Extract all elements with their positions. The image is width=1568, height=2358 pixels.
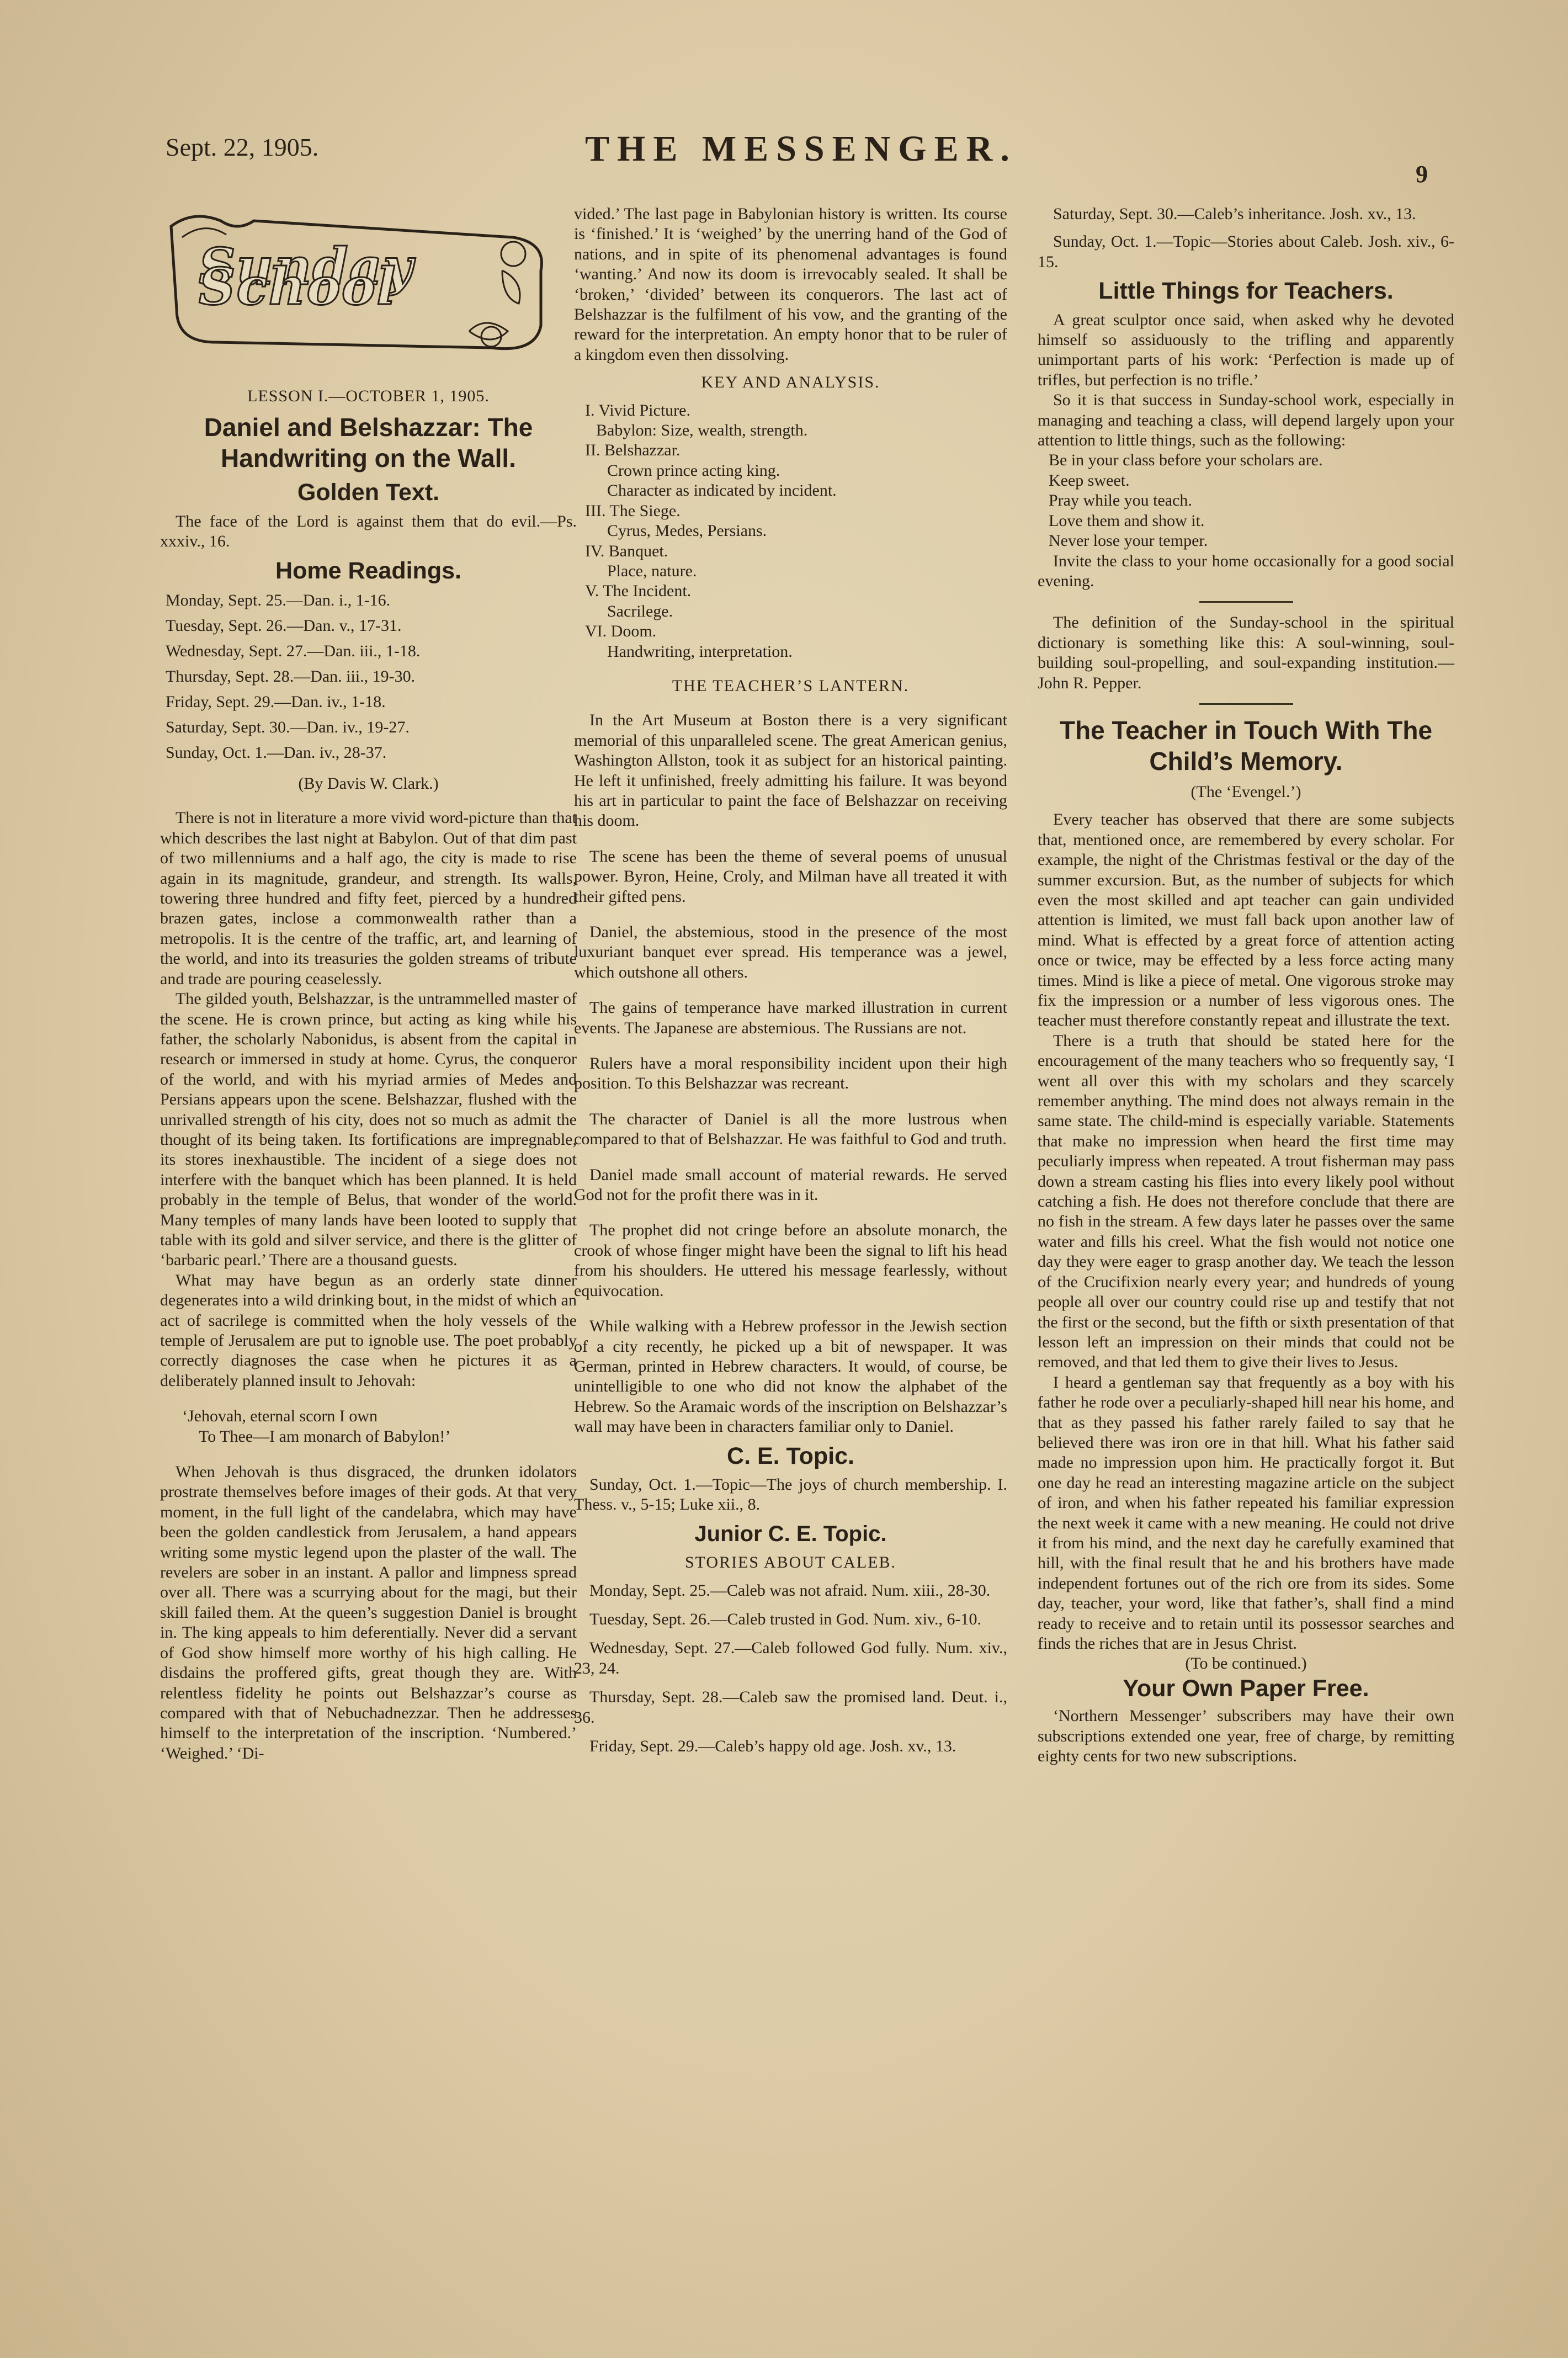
column-3 [1038, 204, 1454, 1766]
paragraph: Daniel made small account of material rewards. He served God not for the profit there was in it. [574, 1165, 1007, 1204]
paragraph: The character of Daniel is all the more lustrous when compared to that of Belshazzar. He was faithful to God and truth. [574, 1109, 1007, 1149]
continued-note: (To be continued.) [1185, 1654, 1307, 1673]
paragraph: A great sculptor once said, when asked why he devoted himself so assiduously to the trifling and apparently unimportant parts of his work: ‘Perfection is made up of trifles, but perfection is no trifle.’ [1038, 310, 1454, 389]
banner-text: Sunday School [199, 237, 414, 317]
teachers-lantern-heading: THE TEACHER’S LANTERN. [672, 676, 910, 695]
golden-text: The face of the Lord is against them that do evil.—Ps. xxxiv., 16. [160, 512, 577, 551]
paragraph: Every teacher has observed that there are some subjects that, mentioned once, are remembered by every scholar. For example, the night of the Christmas festival or the day of the summer excursion. But, as the number of subjects for which even the most skilled and apt teacher can gain undivided attention is limited, we must fall back upon another law of mind. What is effected by a great force of attention acting once or twice, may be effected by a less force acting many times. Mind is like a piece of metal. One vigorous stroke may fix the impression or a number of less vigorous ones. The teacher must therefore constantly repeat and illustrate the text. [1038, 810, 1454, 1030]
paragraph: vided.’ The last page in Babylonian history is written. Its course is ‘finished.’ It is ‘weighed’ by the unerring hand of the God of nations, and in spite of its phenomenal advantages is found ‘wanting.’ And now its doom is irrevocably sealed. It shall be ‘broken,’ ‘divided’ between its conquerors. The last act of Belshazzar is the fulfilment of his vow, and the granting of the reward for the interpretation. An empty honor that to be ruler of a kingdom even then dissolving. [574, 205, 1007, 364]
outline-item: Babylon: Size, wealth, strength. [596, 421, 808, 440]
stories-about-caleb-heading: STORIES ABOUT CALEB. [684, 1553, 897, 1572]
tip-item: Love them and show it. [1049, 511, 1205, 530]
tip-item: Keep sweet. [1049, 471, 1130, 490]
caleb-reading: Wednesday, Sept. 27.—Caleb followed God fully. Num. xiv., 23, 24. [574, 1639, 1007, 1677]
outline-item: Sacrilege. [607, 602, 673, 620]
paragraph: Rulers have a moral responsibility incident upon their high position. To this Belshazzar was recreant. [574, 1054, 1007, 1093]
paragraph: The scene has been the theme of several poems of unusual power. Byron, Heine, Croly, and Milman have all treated it with their gifted pens. [574, 847, 1007, 906]
little-things-heading: Little Things for Teachers. [1098, 278, 1394, 305]
paragraph: What may have begun as an orderly state dinner degenerates into a wild drinking bout, in the midst of which an act of sacrilege is committed when the holy vessels of the temple of Jerusalem are put to ignoble use. The poet probably correctly diagnoses the case when he pictures it as a deliberately planned insult to Jehovah: [160, 1271, 577, 1390]
reading-item: Wednesday, Sept. 27.—Dan. iii., 1-18. [166, 642, 421, 661]
source-credit: (The ‘Evengel.’) [1190, 782, 1301, 801]
section-divider [1199, 703, 1293, 705]
paragraph: There is not in literature a more vivid word-picture than that which describes the last night at Babylon. Out of that dim past of two millenniums and a half ago, the city is made to rise again in its magnitude, grandeur, and strength. Its walls, towering three hundred and fifty feet, pierced by a hundred brazen gates, inclose a commonwealth rather than a metropolis. It is the centre of the traffic, art, and learning of the world, and into its treasuries the golden streams of tribute and trade are pouring ceaselessly. [160, 809, 577, 988]
paragraph: When Jehovah is thus disgraced, the drunken idolators prostrate themselves before images of their gods. At that very moment, in the full light of the candelabra, which may have been the golden candlestick from Jerusalem, a hand appears writing some mystic legend upon the plaster of the wall. The revelers are sober in an instant. A pallor and limpness spread over all. There was a scurrying about for the magi, but their skill failed them. At the queen’s suggestion Daniel is brought in. The king appeals to him deferentially. Never did a servant of God show himself more worthy of his high calling. He disdains the proffered gifts, great though they are. With relentless fidelity he points out Belshazzar’s course as compared with that of Nebuchadnezzar. Then he addresses himself to the interpretation of the inscription. ‘Numbered.’ ‘Weighed.’ ‘Di- [160, 1463, 577, 1762]
paragraph: So it is that success in Sunday-school work, especially in managing and teaching a class, will depend largely upon your attention to little things, such as the following: [1038, 391, 1454, 450]
caleb-reading: Monday, Sept. 25.—Caleb was not afraid. Num. xiii., 28-30. [589, 1581, 991, 1600]
reading-item: Monday, Sept. 25.—Dan. i., 1-16. [166, 591, 391, 610]
outline-item: Handwriting, interpretation. [607, 642, 793, 661]
paragraph: The gilded youth, Belshazzar, is the untrammelled master of the scene. He is crown prince, but acting as king while his father, the scholarly Nabonidus, is absent from the capital in research or immersed in study at home. Cyrus, the conqueror of the world, and with his myriad armies of Medes and Persians appears upon the scene. Belshazzar, flushed with the unrivalled strength of his city, does not so much as admit the thought of its being taken. Its fortifications are impregnable, its stores inexhaustible. The incident of a siege does not interfere with the banquet which has been planned. It is held probably in the temple of Belus, that wonder of the world. Many temples of many lands have been looted to supply that table with its gold and silver service, and there is the glitter of ‘barbaric pearl.’ There are a thousand guests. [160, 990, 577, 1270]
outline-item: Place, nature. [607, 561, 697, 580]
tip-item: Be in your class before your scholars are. [1049, 451, 1323, 470]
junior-ce-topic-heading: Junior C. E. Topic. [694, 1521, 887, 1546]
paragraph: Daniel, the abstemious, stood in the presence of the most luxuriant banquet ever spread. His temperance was a jewel, which outshone all others. [574, 923, 1007, 981]
reading-item: Tuesday, Sept. 26.—Dan. v., 17-31. [166, 617, 402, 635]
reading-item: Saturday, Sept. 30.—Dan. iv., 19-27. [166, 718, 410, 737]
column-1 [160, 204, 577, 1764]
your-own-paper-free-heading: Your Own Paper Free. [1123, 1675, 1369, 1702]
verse-line: To Thee—I am monarch of Babylon!’ [199, 1427, 451, 1446]
paragraph: The gains of temperance have marked illustration in current events. The Japanese are abstemious. The Russians are not. [574, 999, 1007, 1037]
tip-item: Pray while you teach. [1049, 491, 1192, 510]
byline: (By Davis W. Clark.) [298, 774, 439, 793]
caleb-reading: Tuesday, Sept. 26.—Caleb trusted in God. Num. xiv., 6-10. [589, 1610, 981, 1628]
teacher-in-touch-heading: The Teacher in Touch With The Child’s Memory. [1059, 715, 1433, 776]
outline-item: IV. Banquet. [585, 541, 668, 560]
paragraph: There is a truth that should be stated here for the encouragement of the many teachers who so frequently say, ‘I went all over this with my scholars and they scarcely remember anything. The mind does not always remain in the same state. The child-mind is especially variable. Statements that make no impression when heard the first time may peculiarly impress when repeated. A trout fisherman may pass down a stream casting his flies into every likely pool without catching a fish. He does not therefore conclude that there are no fish in the stream. A few days later he passes over the same water and fills his creel. What the fish would not notice one day they were eager to grasp another day. We teach the lesson of the Crucifixion nearly every year; and hundreds of young people all over our country could rise up and testify that not the first or the second, but the fifth or sixth presentation of that lesson left an impression on their minds that could not be removed, and that led them to give their lives to Jesus. [1038, 1031, 1454, 1372]
lesson-label: LESSON I.—OCTOBER 1, 1905. [247, 387, 490, 405]
section-divider [1199, 601, 1293, 603]
caleb-reading: Thursday, Sept. 28.—Caleb saw the promised land. Deut. i., 36. [574, 1688, 1007, 1727]
paragraph: The prophet did not cringe before an absolute monarch, the crook of whose finger might have been the signal to lift his head from his shoulders. He uttered his message fearlessly, without equivocation. [574, 1221, 1007, 1300]
outline-item: V. The Incident. [585, 582, 692, 601]
key-analysis-heading: KEY AND ANALYSIS. [701, 373, 880, 392]
outline-item: Crown prince acting king. [607, 461, 780, 480]
outline-item: II. Belshazzar. [585, 441, 681, 460]
paragraph: Invite the class to your home occasionally for a good social evening. [1038, 551, 1454, 590]
paragraph: While walking with a Hebrew professor in the Jewish section of a city recently, he picked up a bit of newspaper. It was German, printed in Hebrew characters. It would, of course, be unintelligible to one who did not know the alphabet of the Hebrew. So the Aramaic words of the inscription on Belshazzar’s wall may have been in characters familiar only to Daniel. [574, 1317, 1007, 1436]
verse-line: ‘Jehovah, eternal scorn I own [182, 1407, 378, 1426]
issue-date: Sept. 22, 1905. [166, 133, 319, 161]
outline-item: III. The Siege. [585, 501, 681, 520]
outline-item: I. Vivid Picture. [585, 401, 690, 419]
caleb-reading: Friday, Sept. 29.—Caleb’s happy old age. Josh. xv., 13. [589, 1737, 956, 1755]
reading-item: Thursday, Sept. 28.—Dan. iii., 19-30. [166, 667, 416, 686]
column-2 [574, 204, 1007, 1756]
lesson-title: Daniel and Belshazzar: The Handwriting on the Wall. [204, 413, 533, 473]
paragraph: I heard a gentleman say that frequently as a boy with his father he rode over a peculiarly-shaped hill near his home, and that as they passed his father rarely failed to say that he believed there was iron ore in that hill. What his father said made no impression upon him. He practically forgot it. But one day he read an interesting magazine article on the subject of iron, and when his father repeated his familiar expression the next week it came with a new meaning. He could not drive it from his mind, and the next day he carefully examined that hill, with the final result that he and his brothers have made independent fortunes out of the rich ore from its sides. Some day, teacher, your word, like that father’s, shall find a mind ready to receive and to retain until its possessor searches and finds the riches that are in Jesus Christ. [1038, 1373, 1454, 1653]
tip-item: Never lose your temper. [1049, 532, 1208, 550]
golden-text-heading: Golden Text. [297, 479, 440, 506]
ce-topic-heading: C. E. Topic. [727, 1442, 854, 1469]
paragraph: Sunday, Oct. 1.—Topic—The joys of church membership. I. Thess. v., 5-15; Luke xii., 8. [574, 1475, 1007, 1514]
outline-item: VI. Doom. [585, 622, 657, 641]
outline-item: Character as indicated by incident. [607, 481, 837, 500]
page-number: 9 [1416, 161, 1428, 188]
outline-item: Cyrus, Medes, Persians. [607, 522, 767, 540]
home-readings-heading: Home Readings. [275, 557, 461, 584]
paragraph: ‘Northern Messenger’ subscribers may have their own subscriptions extended one year, free of charge, by remitting eighty cents for two new subscriptions. [1038, 1707, 1454, 1766]
paragraph: The definition of the Sunday-school in the spiritual dictionary is something like this: A soul-winning, soul-building soul-propelling, and soul-expanding institution.—John R. Pepper. [1038, 613, 1454, 692]
paragraph: In the Art Museum at Boston there is a very significant memorial of this unparalleled scene. The great American genius, Washington Allston, took it as subject for an historical painting. He left it unfinished, freely admitting his failure. It was beyond his art in particular to paint the face of Belshazzar on receiving his doom. [574, 711, 1007, 830]
reading-item: Friday, Sept. 29.—Dan. iv., 1-18. [166, 693, 386, 711]
masthead-title: THE MESSENGER. [585, 129, 1017, 169]
caleb-reading: Sunday, Oct. 1.—Topic—Stories about Caleb. Josh. xiv., 6-15. [1038, 232, 1454, 271]
sunday-school-banner [160, 204, 557, 370]
caleb-reading: Saturday, Sept. 30.—Caleb’s inheritance. Josh. xv., 13. [1053, 205, 1416, 223]
reading-item: Sunday, Oct. 1.—Dan. iv., 28-37. [166, 743, 387, 762]
